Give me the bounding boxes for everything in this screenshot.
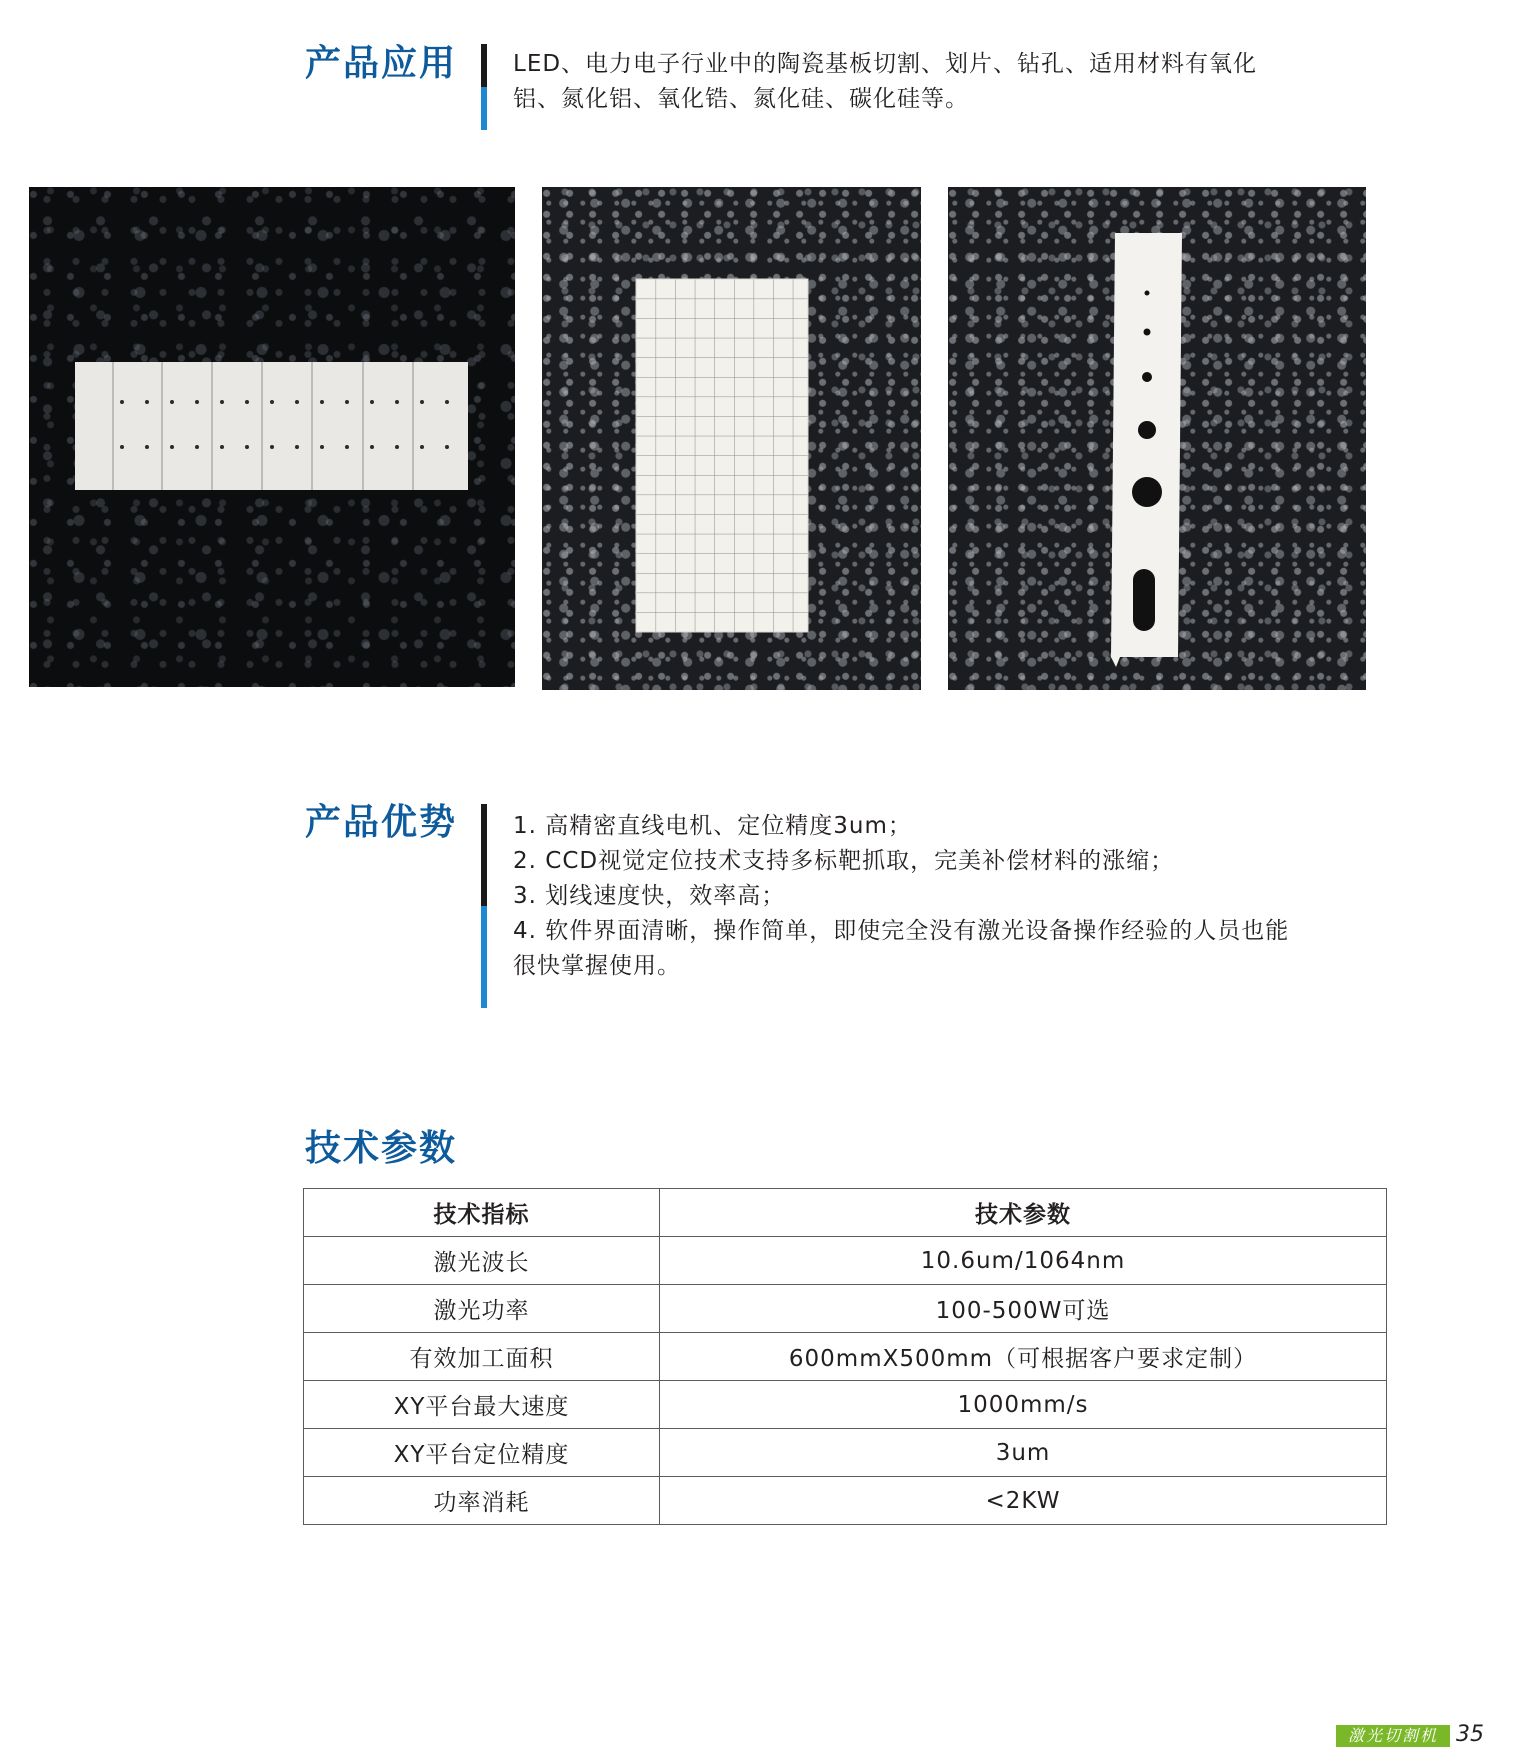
table-row (304, 1429, 1387, 1477)
advantage-item: 3. 划线速度快，效率高； (513, 883, 786, 909)
spec-label-cell: XY平台最大速度 (304, 1381, 660, 1429)
footer-category-tag: 激光切割机 (1336, 1725, 1450, 1747)
spec-label-cell: 激光波长 (304, 1237, 660, 1285)
table-header-cell: 技术参数 (660, 1189, 1387, 1237)
spec-label-cell: 功率消耗 (304, 1477, 660, 1525)
spec-label-cell: 激光功率 (304, 1285, 660, 1333)
spec-label-cell: 有效加工面积 (304, 1333, 660, 1381)
application-line: 铝、氮化铝、氧化锆、氮化硅、碳化硅等。 (513, 86, 969, 112)
application-line: LED、电力电子行业中的陶瓷基板切割、划片、钻孔、适用材料有氧化 (513, 51, 1258, 77)
grid-substrate-illustration (542, 187, 921, 690)
drilled-ceramic-bar-photo (948, 187, 1366, 690)
table-row (304, 1477, 1387, 1525)
spec-value-cell: 600mmX500mm（可根据客户要求定制） (660, 1333, 1387, 1381)
table-header-row (304, 1189, 1387, 1237)
advantage-item: 很快掌握使用。 (513, 953, 681, 979)
advantages-list (513, 809, 1289, 984)
table-row (304, 1333, 1387, 1381)
advantages-divider (481, 804, 487, 1008)
specs-table (303, 1188, 1387, 1525)
spec-label-cell: XY平台定位精度 (304, 1429, 660, 1477)
advantage-item: 2. CCD视觉定位技术支持多标靶抓取，完美补偿材料的涨缩； (513, 848, 1175, 874)
advantage-item: 4. 软件界面清晰，操作简单，即使完全没有激光设备操作经验的人员也能 (513, 918, 1290, 944)
spec-value-cell: 10.6um/1064nm (660, 1237, 1387, 1285)
table-row (304, 1285, 1387, 1333)
ceramic-strip-illustration (29, 187, 515, 687)
application-text (513, 47, 1257, 117)
table-row (304, 1381, 1387, 1429)
advantages-title: 产品优势 (305, 802, 458, 843)
drilled-bar-illustration (948, 187, 1366, 690)
spec-value-cell: 1000mm/s (660, 1381, 1387, 1429)
page-number: 35 (1456, 1722, 1484, 1747)
spec-value-cell: 3um (660, 1429, 1387, 1477)
application-divider (481, 44, 487, 130)
ceramic-strip-with-holes-photo (29, 187, 515, 687)
application-title: 产品应用 (305, 43, 458, 84)
specs-title: 技术参数 (305, 1128, 458, 1169)
spec-value-cell: <2KW (660, 1477, 1387, 1525)
table-row (304, 1237, 1387, 1285)
spec-value-cell: 100-500W可选 (660, 1285, 1387, 1333)
scribed-grid-substrate-photo (542, 187, 921, 690)
advantage-item: 1. 高精密直线电机、定位精度3um； (513, 813, 912, 839)
table-header-cell: 技术指标 (304, 1189, 660, 1237)
